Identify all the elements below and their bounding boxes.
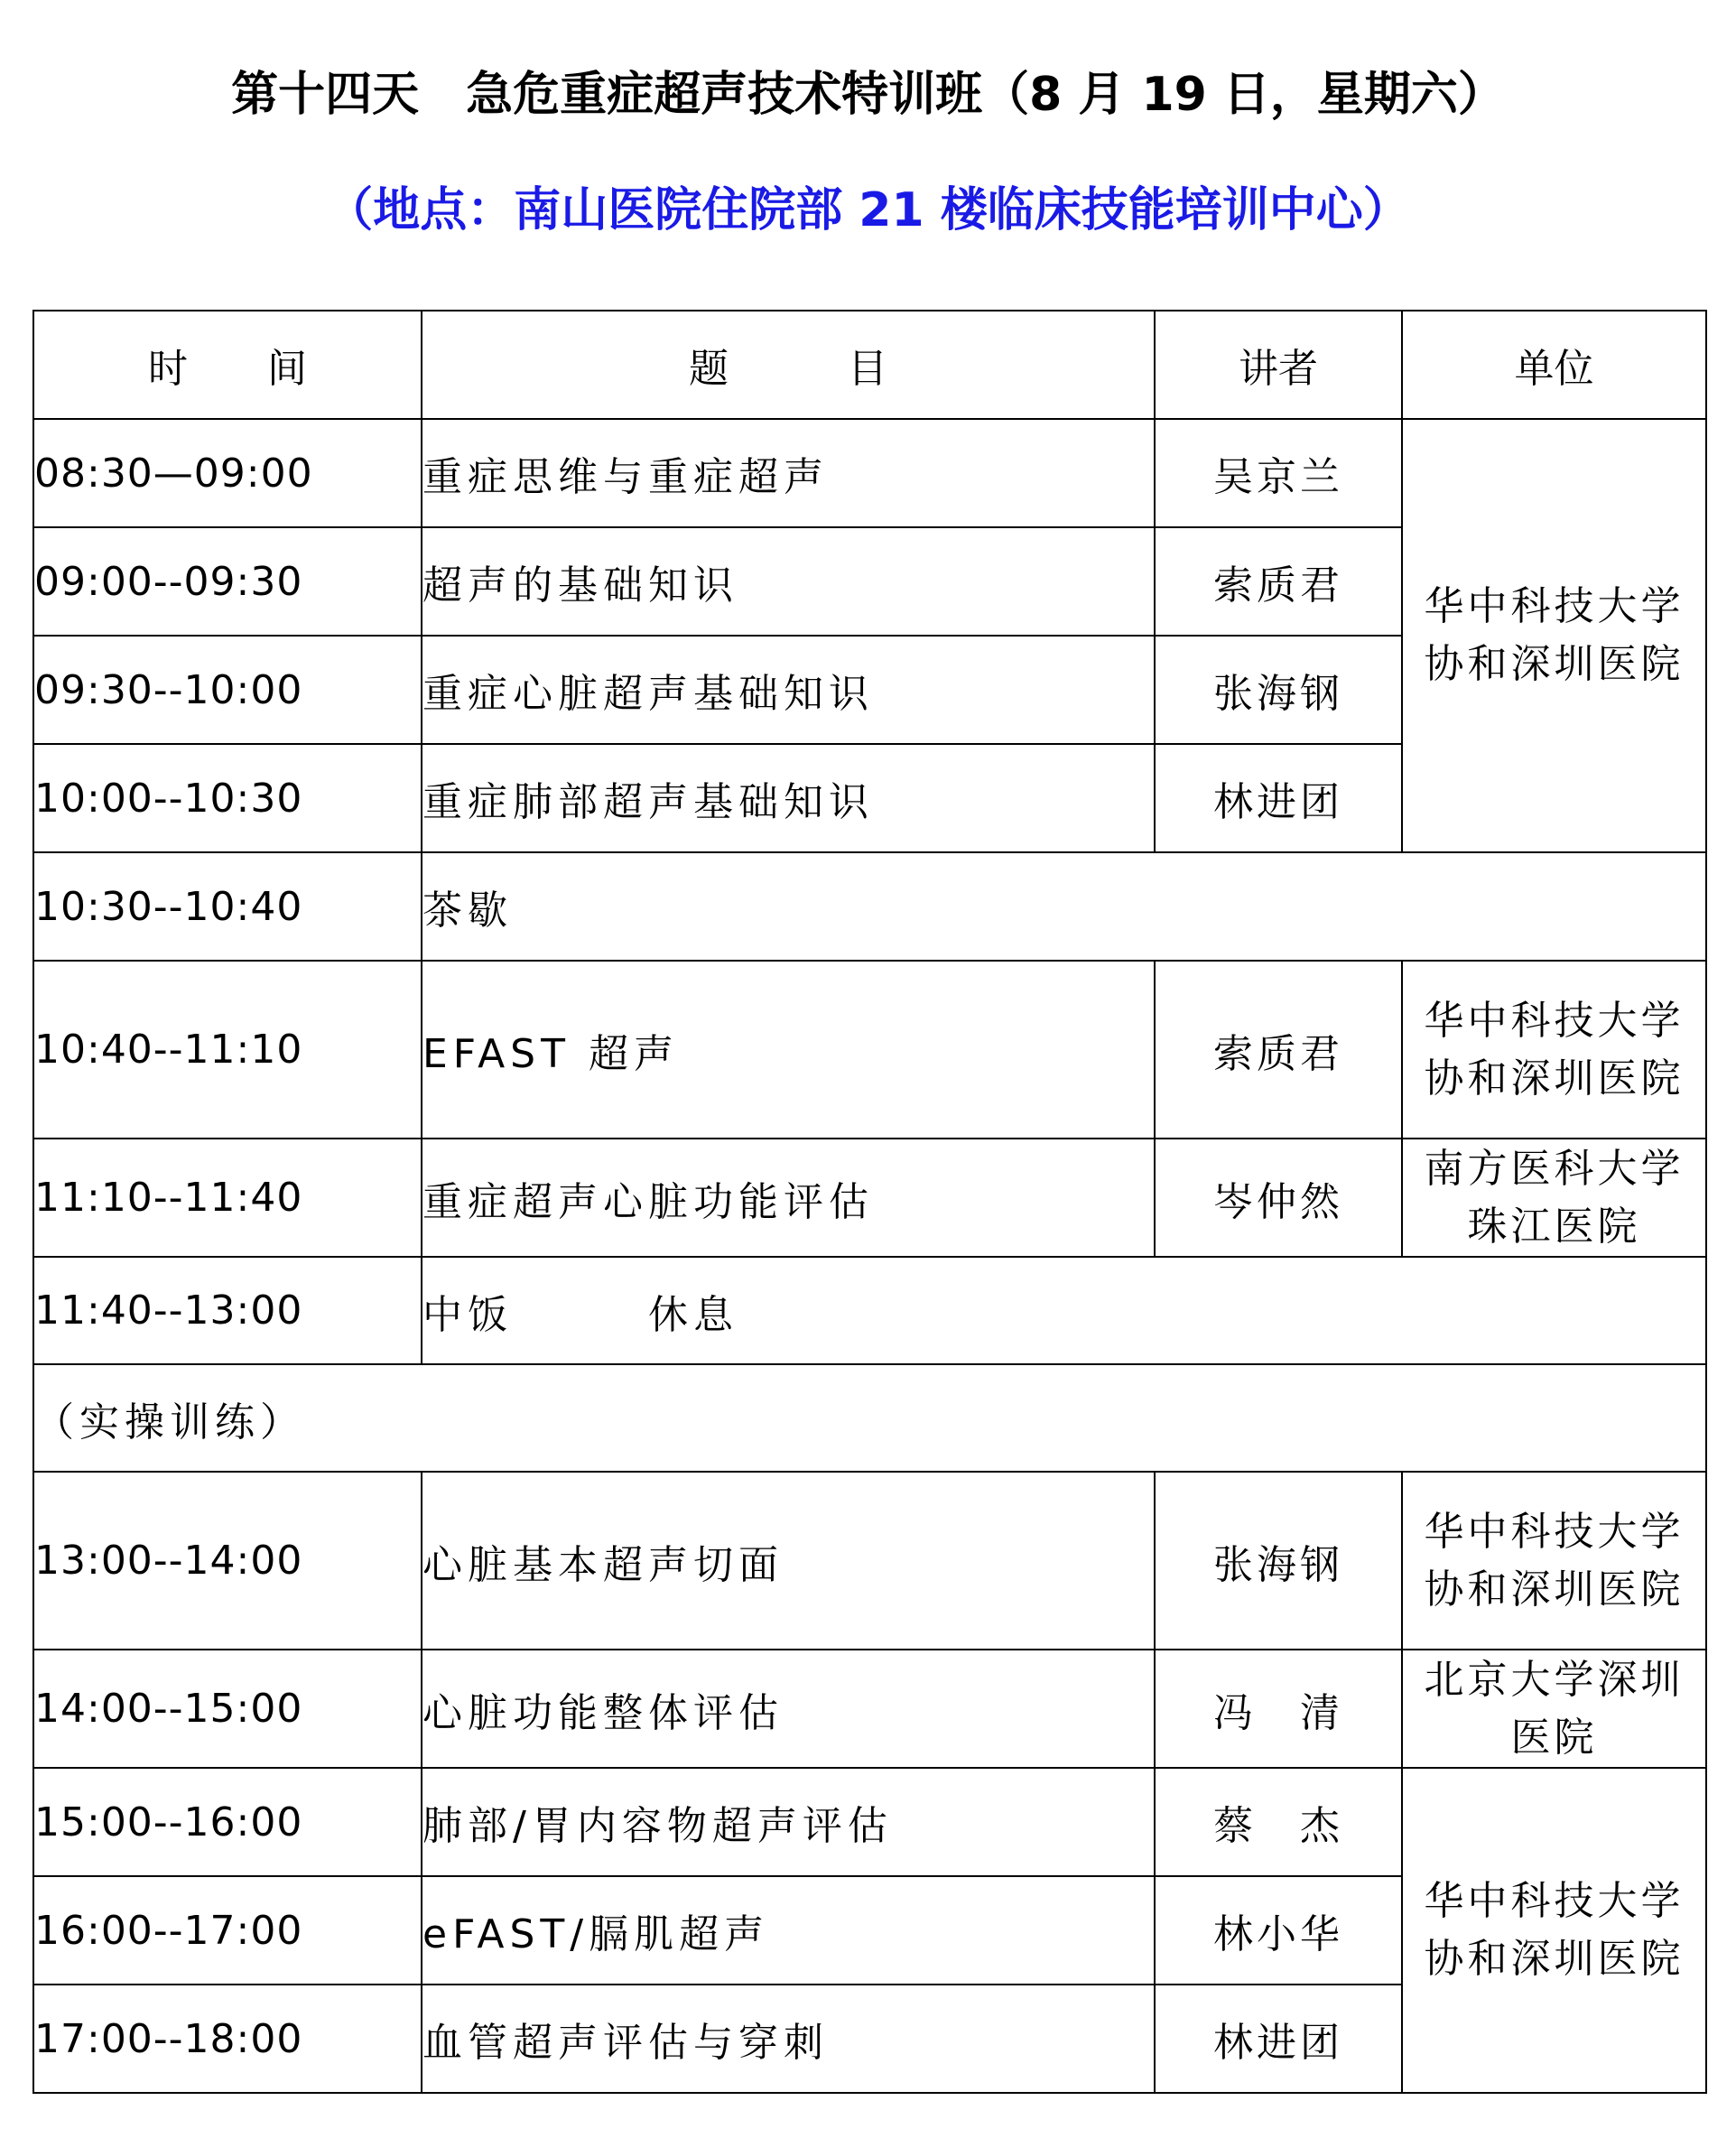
location-subtitle: （地点：南山医院住院部 21 楼临床技能培训中心） — [326, 183, 1410, 237]
cell-time: 15:00--16:00 — [33, 1768, 422, 1876]
table-row — [33, 419, 1706, 527]
table-row-break — [33, 1257, 1706, 1364]
cell-topic: 重症思维与重症超声 — [422, 419, 1155, 527]
cell-topic: EFAST 超声 — [422, 961, 1155, 1139]
cell-speaker: 索质君 — [1155, 961, 1402, 1139]
cell-speaker: 吴京兰 — [1155, 419, 1402, 527]
section-label: （实操训练） — [33, 1364, 1706, 1472]
cell-speaker: 林进团 — [1155, 744, 1402, 852]
cell-unit: 华中科技大学协和深圳医院 — [1402, 419, 1706, 852]
table-row — [33, 1472, 1706, 1650]
cell-time: 09:30--10:00 — [33, 636, 422, 744]
cell-topic: 心脏功能整体评估 — [422, 1650, 1155, 1768]
cell-time: 11:40--13:00 — [33, 1257, 422, 1364]
cell-time: 10:40--11:10 — [33, 961, 422, 1139]
cell-topic: 中饭 休息 — [422, 1257, 1706, 1364]
schedule-table — [32, 310, 1707, 2094]
cell-speaker: 岑仲然 — [1155, 1139, 1402, 1257]
cell-unit: 华中科技大学协和深圳医院 — [1402, 1472, 1706, 1650]
cell-topic: eFAST/膈肌超声 — [422, 1876, 1155, 1985]
cell-unit: 华中科技大学协和深圳医院 — [1402, 1768, 1706, 2093]
cell-time: 16:00--17:00 — [33, 1876, 422, 1985]
table-row — [33, 1768, 1706, 1876]
cell-topic: 重症超声心脏功能评估 — [422, 1139, 1155, 1257]
cell-topic: 血管超声评估与穿刺 — [422, 1985, 1155, 2093]
cell-topic: 心脏基本超声切面 — [422, 1472, 1155, 1650]
cell-topic: 茶歇 — [422, 852, 1706, 961]
cell-topic: 肺部/胃内容物超声评估 — [422, 1768, 1155, 1876]
header-speaker: 讲者 — [1155, 311, 1402, 419]
cell-speaker: 张海钢 — [1155, 1472, 1402, 1650]
cell-speaker: 蔡 杰 — [1155, 1768, 1402, 1876]
header-time: 时 间 — [33, 311, 422, 419]
cell-speaker: 索质君 — [1155, 527, 1402, 636]
cell-speaker: 冯 清 — [1155, 1650, 1402, 1768]
cell-unit: 北京大学深圳医院 — [1402, 1650, 1706, 1768]
header-unit: 单位 — [1402, 311, 1706, 419]
cell-time: 10:30--10:40 — [33, 852, 422, 961]
cell-time: 13:00--14:00 — [33, 1472, 422, 1650]
cell-topic: 超声的基础知识 — [422, 527, 1155, 636]
table-row-break — [33, 852, 1706, 961]
cell-time: 08:30—09:00 — [33, 419, 422, 527]
cell-unit: 华中科技大学协和深圳医院 — [1402, 961, 1706, 1139]
cell-speaker: 林小华 — [1155, 1876, 1402, 1985]
cell-topic: 重症肺部超声基础知识 — [422, 744, 1155, 852]
cell-topic: 重症心脏超声基础知识 — [422, 636, 1155, 744]
table-header-row — [33, 311, 1706, 419]
table-row — [33, 1650, 1706, 1768]
cell-time: 17:00--18:00 — [33, 1985, 422, 2093]
cell-time: 14:00--15:00 — [33, 1650, 422, 1768]
table-row — [33, 1139, 1706, 1257]
header-topic: 题 目 — [422, 311, 1155, 419]
table-row — [33, 961, 1706, 1139]
cell-speaker: 林进团 — [1155, 1985, 1402, 2093]
cell-speaker: 张海钢 — [1155, 636, 1402, 744]
cell-time: 09:00--09:30 — [33, 527, 422, 636]
table-section-row — [33, 1364, 1706, 1472]
cell-unit: 南方医科大学珠江医院 — [1402, 1139, 1706, 1257]
page-title: 第十四天 急危重症超声技术特训班（8 月 19 日，星期六） — [231, 68, 1505, 122]
cell-time: 11:10--11:40 — [33, 1139, 422, 1257]
cell-time: 10:00--10:30 — [33, 744, 422, 852]
